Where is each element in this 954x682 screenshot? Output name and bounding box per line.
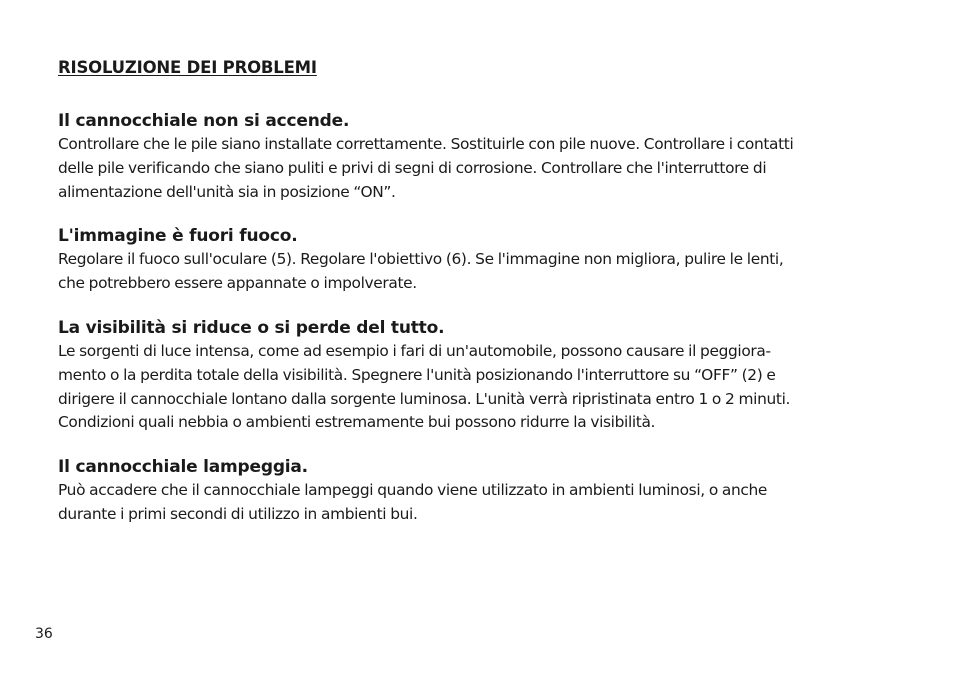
problem-description bbox=[58, 248, 898, 296]
manual-page bbox=[58, 56, 898, 547]
description-line: alimentazione dell'unità sia in posizione “ON”. bbox=[58, 182, 396, 201]
page-number: 36 bbox=[35, 626, 53, 642]
problem-description bbox=[58, 340, 898, 435]
description-line: che potrebbero essere appannate o impolverate. bbox=[58, 274, 417, 293]
description-line: Le sorgenti di luce intensa, come ad esempio i fari di un'automobile, possono causare il peggiora- bbox=[58, 341, 771, 360]
description-line: durante i primi secondi di utilizzo in ambienti bui. bbox=[58, 504, 418, 523]
problem-out-of-focus bbox=[58, 224, 898, 296]
problem-visibility-reduced bbox=[58, 316, 898, 435]
description-line: Controllare che le pile siano installate correttamente. Sostituirle con pile nuove. Controllare i contatti bbox=[58, 135, 794, 153]
problem-description bbox=[58, 479, 898, 527]
problem-heading: Il cannocchiale lampeggia. bbox=[58, 457, 308, 478]
description-line: Regolare il fuoco sull'oculare (5). Regolare l'obiettivo (6). Se l'immagine non migliora, pulire le lenti, bbox=[58, 250, 784, 269]
problem-heading: L'immagine è fuori fuoco. bbox=[58, 226, 298, 247]
problem-description bbox=[58, 133, 898, 204]
problem-heading: La visibilità si riduce o si perde del tutto. bbox=[58, 317, 445, 338]
problem-not-turning-on bbox=[58, 109, 898, 204]
description-line: mento o la perdita totale della visibilità. Spegnere l'unità posizionando l'interruttore su “OFF” (2) e bbox=[58, 365, 776, 384]
section-title: RISOLUZIONE DEI PROBLEMI bbox=[58, 58, 317, 77]
description-line: Può accadere che il cannocchiale lampeggi quando viene utilizzato in ambienti luminosi, o anche bbox=[58, 481, 768, 500]
problem-heading: Il cannocchiale non si accende. bbox=[58, 111, 350, 131]
description-line: dirigere il cannocchiale lontano dalla sorgente luminosa. L'unità verrà ripristinata entro 1 o 2 minuti. bbox=[58, 389, 791, 408]
description-line: delle pile verificando che siano puliti e privi di segni di corrosione. Controllare che l'interruttore di bbox=[58, 158, 767, 177]
description-line: Condizioni quali nebbia o ambienti estremamente bui possono ridurre la visibilità. bbox=[58, 413, 656, 432]
problem-flickering bbox=[58, 455, 898, 527]
